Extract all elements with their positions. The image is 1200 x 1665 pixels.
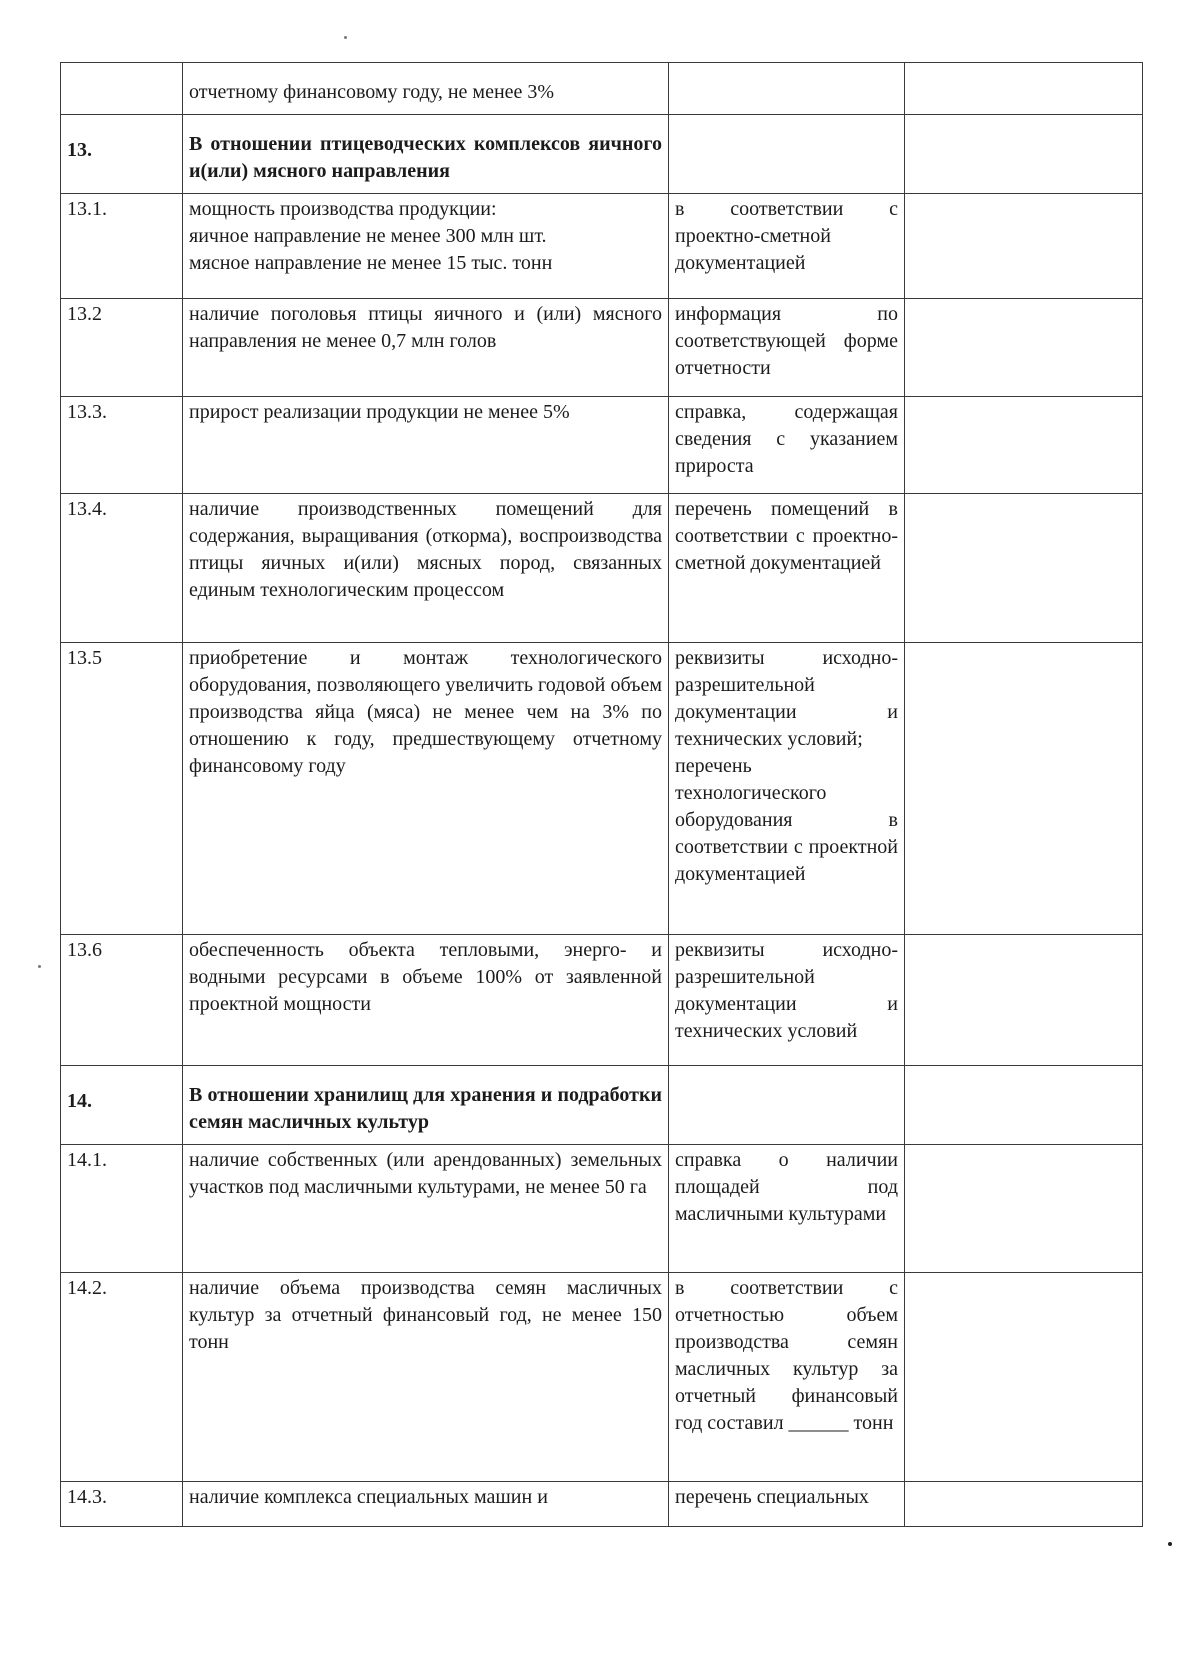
row-document: в соответствии с отчетностью объем производства семян масличных культур за отчетный финансовый год составил ______ тонн xyxy=(669,1273,905,1482)
row-blank-cell xyxy=(905,1482,1143,1527)
document-line: перечень технологического оборудования в соответствии с проектной документацией xyxy=(675,755,898,885)
row-description-cell xyxy=(183,194,669,299)
row-number: 14.2. xyxy=(61,1273,183,1482)
row-document-cell xyxy=(669,1066,905,1145)
row-blank-cell xyxy=(905,1273,1143,1482)
scan-dot-top xyxy=(344,36,347,39)
scan-dot-left xyxy=(38,965,41,968)
row-blank-cell xyxy=(905,397,1143,494)
scan-dot-right xyxy=(1168,1542,1172,1546)
row-document: перечень специальных xyxy=(669,1482,905,1527)
row-description: приобретение и монтаж технологического оборудования, позволяющего увеличить годовой объем производства яйца (мяса) не менее чем на 3% по отношению к году, предшествующему отчетному финансовому году xyxy=(183,643,669,935)
table-row-14-1 xyxy=(61,1145,1143,1273)
table-row-13-4 xyxy=(61,494,1143,643)
row-description: прирост реализации продукции не менее 5% xyxy=(183,397,669,494)
description-line: яичное направление не менее 300 млн шт. xyxy=(189,225,547,247)
row-description-cell xyxy=(183,63,669,115)
row-blank-cell xyxy=(905,299,1143,397)
row-blank-cell xyxy=(905,643,1143,935)
document-line: реквизиты исходно-разрешительной документации и технических условий; xyxy=(675,647,898,750)
requirements-table xyxy=(60,62,1143,1527)
row-blank-cell xyxy=(905,1145,1143,1273)
row-number-cell xyxy=(61,63,183,115)
description-line: мясное направление не менее 15 тыс. тонн xyxy=(189,252,553,274)
table-row-continuation xyxy=(61,63,1143,115)
row-blank-cell xyxy=(905,494,1143,643)
row-blank-cell xyxy=(905,1066,1143,1145)
table-row-14-3 xyxy=(61,1482,1143,1527)
table-row-13-5 xyxy=(61,643,1143,935)
row-description: обеспеченность объекта тепловыми, энерго- и водными ресурсами в объеме 100% от заявленной проектной мощности xyxy=(183,935,669,1066)
row-document: справка о наличии площадей под масличными культурами xyxy=(669,1145,905,1273)
row-blank-cell xyxy=(905,63,1143,115)
row-document: реквизиты исходно-разрешительной документации и технических условий xyxy=(669,935,905,1066)
row-blank-cell xyxy=(905,935,1143,1066)
section-number: 13. xyxy=(61,115,183,194)
row-document: в соответствии с проектно-сметной документацией xyxy=(669,194,905,299)
section-title: В отношении хранилищ для хранения и подработки семян масличных культур xyxy=(183,1066,669,1145)
row-number: 13.1. xyxy=(61,194,183,299)
row-description: наличие производственных помещений для содержания, выращивания (откорма), воспроизводства птицы яичных и(или) мясных пород, связанных единым технологическим процессом xyxy=(183,494,669,643)
table-row-13-6 xyxy=(61,935,1143,1066)
section-title: В отношении птицеводческих комплексов яичного и(или) мясного направления xyxy=(183,115,669,194)
row-number: 14.1. xyxy=(61,1145,183,1273)
table-row-14-2 xyxy=(61,1273,1143,1482)
row-document-cell xyxy=(669,643,905,935)
row-document-cell xyxy=(669,115,905,194)
table-row-13-3 xyxy=(61,397,1143,494)
row-number: 13.5 xyxy=(61,643,183,935)
row-description: наличие поголовья птицы яичного и (или) мясного направления не менее 0,7 млн голов xyxy=(183,299,669,397)
row-blank-cell xyxy=(905,115,1143,194)
row-description: наличие комплекса специальных машин и xyxy=(183,1482,669,1527)
row-number: 13.2 xyxy=(61,299,183,397)
table-row-13-2 xyxy=(61,299,1143,397)
row-document: справка, содержащая сведения с указанием прироста xyxy=(669,397,905,494)
description-line: отчетному финансовому году, не менее 3% xyxy=(189,81,555,103)
description-line: мощность производства продукции: xyxy=(189,198,497,220)
row-document: перечень помещений в соответствии с проектно-сметной документацией xyxy=(669,494,905,643)
table-section-row-14 xyxy=(61,1066,1143,1145)
row-description: наличие объема производства семян масличных культур за отчетный финансовый год, не менее 150 тонн xyxy=(183,1273,669,1482)
section-number: 14. xyxy=(61,1066,183,1145)
row-number: 13.6 xyxy=(61,935,183,1066)
table-row-13-1 xyxy=(61,194,1143,299)
row-blank-cell xyxy=(905,194,1143,299)
row-number: 13.4. xyxy=(61,494,183,643)
row-number: 13.3. xyxy=(61,397,183,494)
row-document: информация по соответствующей форме отчетности xyxy=(669,299,905,397)
row-number: 14.3. xyxy=(61,1482,183,1527)
row-description: наличие собственных (или арендованных) земельных участков под масличными культурами, не менее 50 га xyxy=(183,1145,669,1273)
table-section-row-13 xyxy=(61,115,1143,194)
row-document-cell xyxy=(669,63,905,115)
